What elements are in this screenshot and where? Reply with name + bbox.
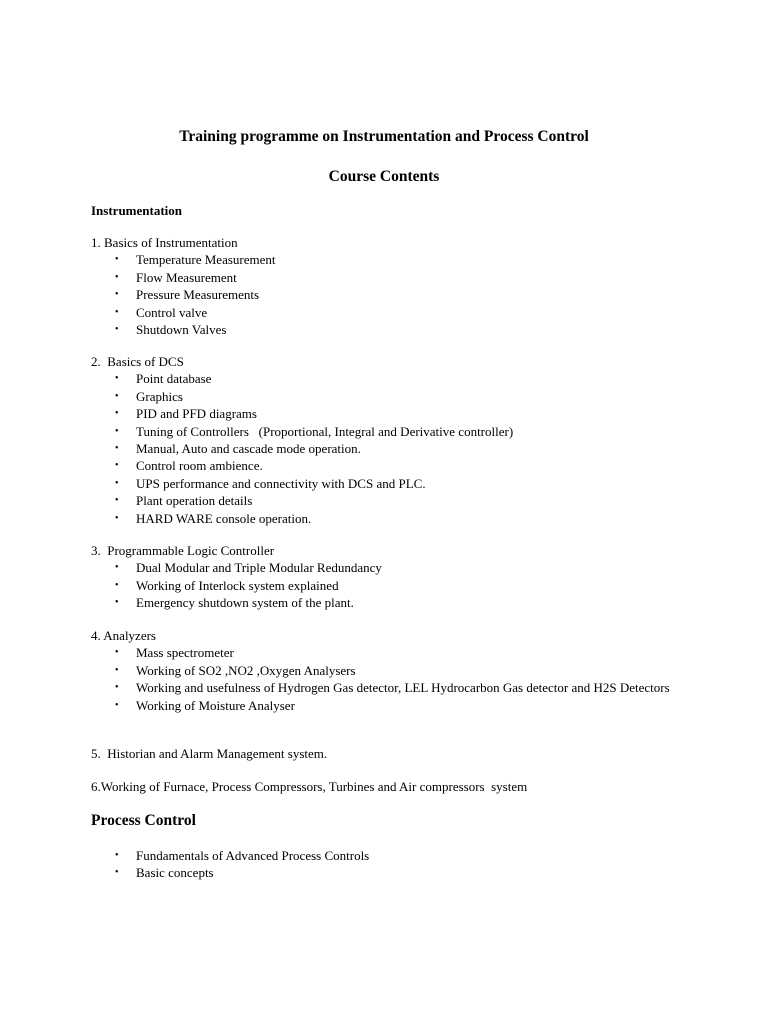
bullet-icon: • bbox=[115, 597, 119, 609]
bullet-icon: • bbox=[115, 512, 119, 524]
section-basics-of-instrumentation bbox=[91, 234, 691, 338]
list-item: • Pressure Measurements bbox=[115, 287, 260, 303]
list-item: • HARD WARE console operation. bbox=[115, 510, 312, 526]
bullet-icon: • bbox=[115, 289, 119, 301]
section-process-control bbox=[91, 847, 691, 882]
section-furnace-compressors: 6.Working of Furnace, Process Compressors, Turbines and Air compressors system bbox=[91, 779, 528, 794]
bullet-list bbox=[91, 559, 691, 611]
list-item: • Temperature Measurement bbox=[115, 252, 276, 268]
bullet-list bbox=[91, 370, 691, 527]
list-item: • Working and usefulness of Hydrogen Gas detector, LEL Hydrocarbon Gas detector and H2S Detectors bbox=[115, 680, 670, 696]
list-item: • Graphics bbox=[115, 388, 183, 404]
bullet-list bbox=[91, 644, 691, 714]
bullet-icon: • bbox=[115, 373, 119, 385]
bullet-icon: • bbox=[115, 477, 119, 489]
section-programmable-logic-controller bbox=[91, 542, 691, 612]
list-item: • Control room ambience. bbox=[115, 458, 263, 474]
section-historian-alarm: 5. Historian and Alarm Management system. bbox=[91, 746, 328, 761]
list-item: • Working of Interlock system explained bbox=[115, 577, 339, 593]
list-item: • Working of Moisture Analyser bbox=[115, 697, 295, 713]
bullet-icon: • bbox=[115, 390, 119, 402]
section-heading-process-control: Process Control bbox=[91, 812, 196, 829]
bullet-icon: • bbox=[115, 850, 119, 861]
bullet-icon: • bbox=[115, 460, 119, 472]
list-item: • Shutdown Valves bbox=[115, 322, 227, 338]
section-title: 3. Programmable Logic Controller bbox=[91, 543, 275, 558]
section-heading-instrumentation: Instrumentation bbox=[91, 203, 183, 218]
bullet-icon: • bbox=[115, 699, 119, 711]
bullet-icon: • bbox=[115, 425, 119, 437]
bullet-icon: • bbox=[115, 408, 119, 420]
page-title: Training programme on Instrumentation and Process Control bbox=[179, 128, 589, 145]
list-item: • Point database bbox=[115, 371, 212, 387]
bullet-list bbox=[91, 847, 691, 882]
section-analyzers bbox=[91, 627, 691, 714]
list-item: • Plant operation details bbox=[115, 493, 253, 509]
list-item: • Flow Measurement bbox=[115, 269, 237, 285]
bullet-icon: • bbox=[115, 443, 119, 455]
bullet-icon: • bbox=[115, 664, 119, 676]
bullet-icon: • bbox=[115, 324, 119, 336]
bullet-icon: • bbox=[115, 682, 119, 694]
list-item: • Emergency shutdown system of the plant. bbox=[115, 595, 354, 611]
list-item: • Manual, Auto and cascade mode operation. bbox=[115, 441, 361, 457]
section-title: 1. Basics of Instrumentation bbox=[91, 235, 238, 250]
bullet-icon: • bbox=[115, 254, 119, 266]
list-item: • PID and PFD diagrams bbox=[115, 406, 257, 422]
section-title: 2. Basics of DCS bbox=[91, 354, 184, 369]
list-item: • Working of SO2 ,NO2 ,Oxygen Analysers bbox=[115, 662, 356, 678]
list-item: • UPS performance and connectivity with DCS and PLC. bbox=[115, 475, 426, 491]
bullet-icon: • bbox=[115, 647, 119, 659]
bullet-icon: • bbox=[115, 579, 119, 591]
bullet-icon: • bbox=[115, 562, 119, 574]
list-item: • Tuning of Controllers (Proportional, Integral and Derivative controller) bbox=[115, 423, 514, 439]
list-item: • Control valve bbox=[115, 304, 208, 320]
bullet-icon: • bbox=[115, 867, 119, 879]
bullet-list bbox=[91, 251, 691, 338]
bullet-icon: • bbox=[115, 306, 119, 318]
list-item: • Mass spectrometer bbox=[115, 645, 234, 661]
list-item: • Fundamentals of Advanced Process Controls bbox=[115, 848, 370, 863]
bullet-icon: • bbox=[115, 495, 119, 507]
page-subtitle: Course Contents bbox=[328, 168, 440, 185]
section-basics-of-dcs bbox=[91, 353, 691, 527]
section-title: 4. Analyzers bbox=[91, 628, 156, 643]
list-item: • Basic concepts bbox=[115, 865, 214, 881]
list-item: • Dual Modular and Triple Modular Redundancy bbox=[115, 560, 382, 576]
bullet-icon: • bbox=[115, 271, 119, 283]
